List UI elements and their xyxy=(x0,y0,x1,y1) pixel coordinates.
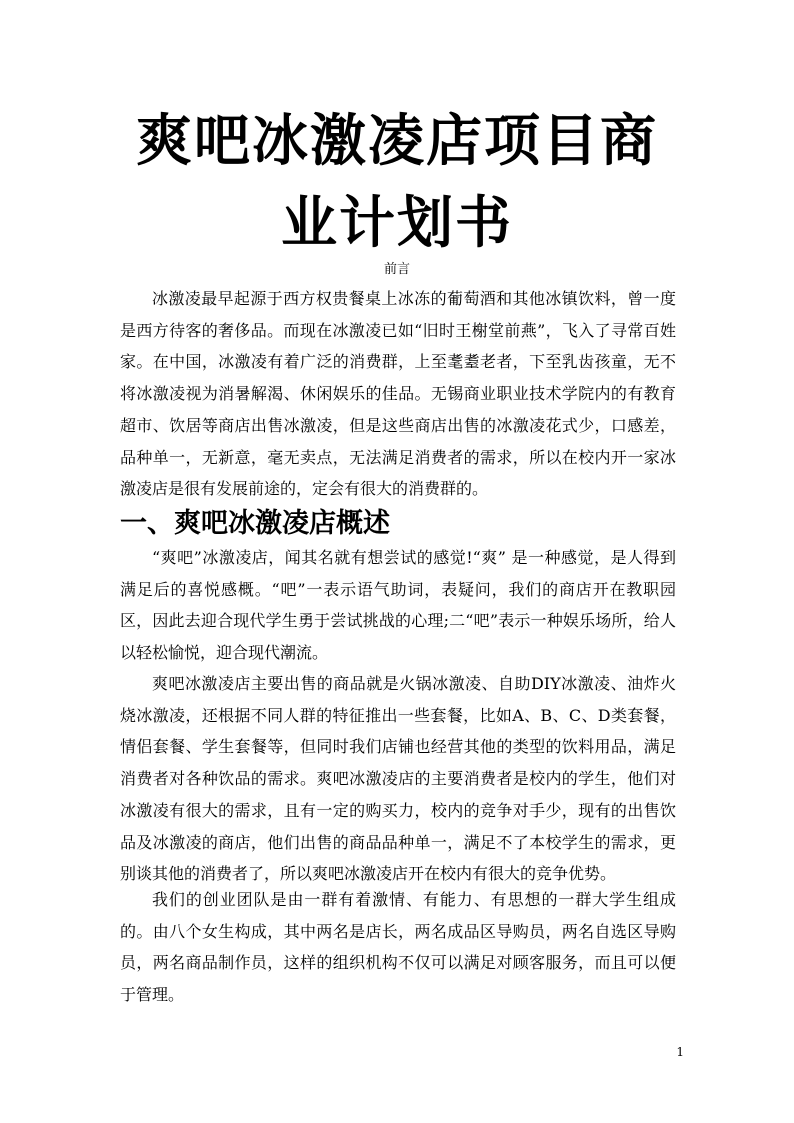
overview-paragraph-products: 爽吧冰激凌店主要出售的商品就是火锅冰激凌、自助DIY冰激凌、油炸火烧冰激凌，还根据不同人群的特征推出一些套餐，比如A、B、C、D类套餐，情侣套餐、学生套餐等，但同时我们店铺也经营其他的类型的饮料用品，满足消费者对各种饮品的需求。爽吧冰激凌店的主要消费者是校内的学生，他们对冰激凌有很大的需求，且有一定的购买力，校内的竞争对手少，现有的出售饮品及冰激凌的商店，他们出售的商品品种单一，满足不了本校学生的需求，更别谈其他的消费者了，所以爽吧冰激凌店开在校内有很大的竞争优势。 xyxy=(120,674,676,884)
document-title-line-1: 爽吧冰激凌店项目商 xyxy=(136,109,658,174)
preface-paragraph: 冰激凌最早起源于西方权贵餐桌上冰冻的葡萄酒和其他冰镇饮料，曾一度是西方待客的奢侈品。而现在冰激凌已如“旧时王榭堂前燕”，飞入了寻常百姓家。在中国，冰激凌有着广泛的消费群，上至耄耋老者，下至乳齿孩童，无不将冰激凌视为消暑解渴、休闲娱乐的佳品。无锡商业职业技术学院内的有教育超市、饮居等商店出售冰激凌，但是这些商店出售的冰激凌花式少，口感差，品种单一，无新意，毫无卖点，无法满足消费者的需求，所以在校内开一家冰激凌店是很有发展前途的，定会有很大的消费群的。 xyxy=(120,289,676,499)
document-title-line-2: 业计划书 xyxy=(281,191,513,256)
overview-paragraph-name-meaning: “爽吧”冰激凌店，闻其名就有想尝试的感觉!“爽” 是一种感觉，是人得到满足后的喜悦感概。“吧”一表示语气助词，表疑问，我们的商店开在教职园区，因此去迎合现代学生勇于尝试挑战的心理;二“吧”表示一种娱乐场所，给人以轻松愉悦，迎合现代潮流。 xyxy=(120,548,676,663)
overview-paragraph-team: 我们的创业团队是由一群有着激情、有能力、有思想的一群大学生组成的。由八个女生构成，其中两名是店长，两名成品区导购员，两名自选区导购员，两名商品制作员，这样的组织机构不仅可以满足对顾客服务，而且可以便于管理。 xyxy=(120,890,676,1005)
page-number: 1 xyxy=(676,1045,684,1059)
preface-label: 前言 xyxy=(383,262,410,277)
section-heading-overview: 一、爽吧冰激凌店概述 xyxy=(120,508,390,539)
